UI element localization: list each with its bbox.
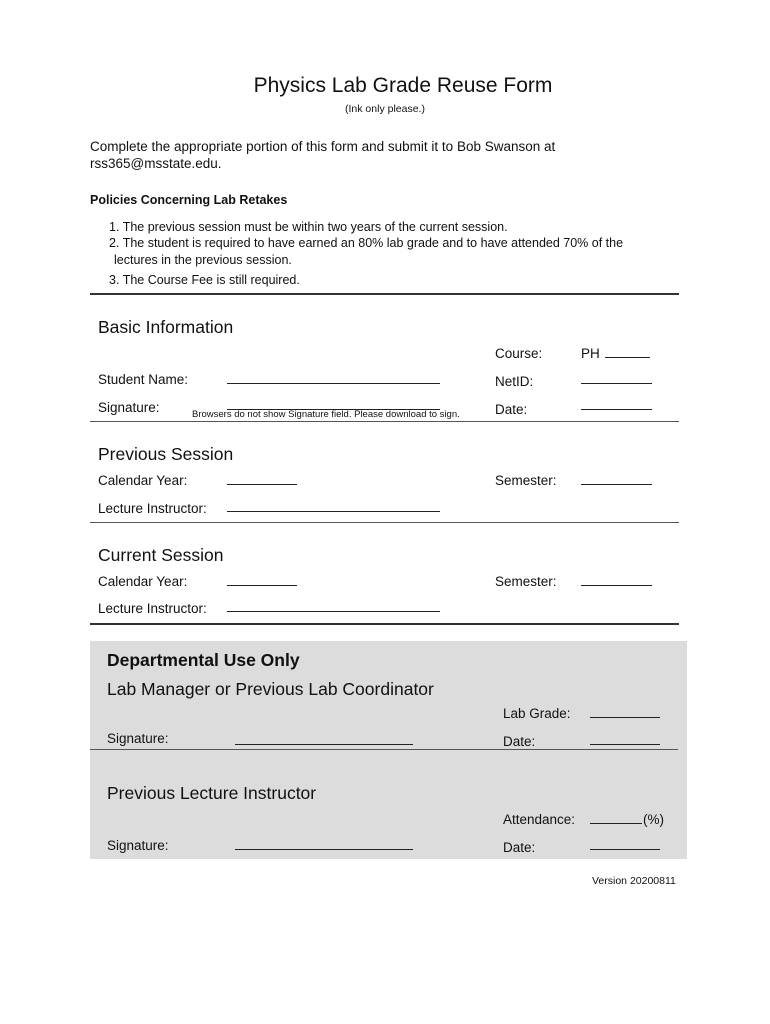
policies-heading: Policies Concerning Lab Retakes [90,193,288,207]
previous-instructor-field[interactable] [227,511,440,512]
policy-item-number: 1. [109,220,120,234]
previous-semester-label: Semester: [495,473,557,488]
lab-grade-field[interactable] [590,717,660,718]
policy-item-1 [109,220,508,234]
date-field[interactable] [581,409,652,410]
policy-item-number: 3. [109,273,120,287]
form-subtitle: (Ink only please.) [345,103,425,115]
current-calendar-year-label: Calendar Year: [98,574,188,589]
netid-field[interactable] [581,383,652,384]
previous-session-heading: Previous Session [98,444,234,464]
current-instructor-label: Lecture Instructor: [98,601,207,616]
previous-calendar-year-field[interactable] [227,484,297,485]
section-divider [90,749,678,750]
policy-item-number: 2. [109,236,120,250]
lab-manager-signature-field[interactable] [235,744,413,745]
current-semester-label: Semester: [495,574,557,589]
course-number-field[interactable] [605,357,650,358]
course-label: Course: [495,346,543,361]
policy-item-text: The previous session must be within two years of the current session. [122,220,508,234]
previous-instructor-label: Lecture Instructor: [98,501,207,516]
form-title: Physics Lab Grade Reuse Form [253,74,553,97]
lecture-instructor-date-field[interactable] [590,849,660,850]
policy-item-text: The student is required to have earned an 80% lab grade and to have attended 70% of the [122,236,624,250]
signature-note: Browsers do not show Signature field. Please download to sign. [192,409,460,420]
version-label: Version 20200811 [592,875,676,887]
attendance-unit: (%) [643,812,664,827]
lab-manager-signature-label: Signature: [107,731,169,746]
previous-calendar-year-label: Calendar Year: [98,473,188,488]
signature-label: Signature: [98,400,160,415]
basic-info-heading: Basic Information [98,317,234,337]
section-divider [90,293,679,295]
attendance-field[interactable] [590,823,642,824]
lecture-instructor-signature-field[interactable] [235,849,413,850]
lab-manager-date-field[interactable] [590,744,660,745]
netid-label: NetID: [495,374,534,389]
lab-manager-date-label: Date: [503,734,536,749]
lab-grade-label: Lab Grade: [503,706,571,721]
lab-manager-heading: Lab Manager or Previous Lab Coordinator [107,679,434,699]
departmental-panel [90,641,687,859]
previous-semester-field[interactable] [581,484,652,485]
policy-item-text: The Course Fee is still required. [122,273,300,287]
lecture-instructor-date-label: Date: [503,840,536,855]
lecture-instructor-heading: Previous Lecture Instructor [107,783,317,803]
policy-item-2 [109,236,623,250]
policy-item-3 [109,273,300,287]
policy-item-2-continued: lectures in the previous session. [114,253,292,267]
departmental-heading: Departmental Use Only [107,650,300,670]
current-instructor-field[interactable] [227,611,440,612]
course-prefix: PH [581,346,600,361]
lecture-instructor-signature-label: Signature: [107,838,169,853]
section-divider [90,522,679,523]
student-name-field[interactable] [227,383,440,384]
date-label: Date: [495,402,528,417]
intro-line-1: Complete the appropriate portion of this form and submit it to Bob Swanson at [90,139,556,154]
current-calendar-year-field[interactable] [227,585,297,586]
section-divider [90,623,679,625]
current-session-heading: Current Session [98,545,224,565]
student-name-label: Student Name: [98,372,189,387]
current-semester-field[interactable] [581,585,652,586]
attendance-label: Attendance: [503,812,576,827]
intro-line-2: rss365@msstate.edu. [90,156,222,171]
section-divider [90,421,679,422]
